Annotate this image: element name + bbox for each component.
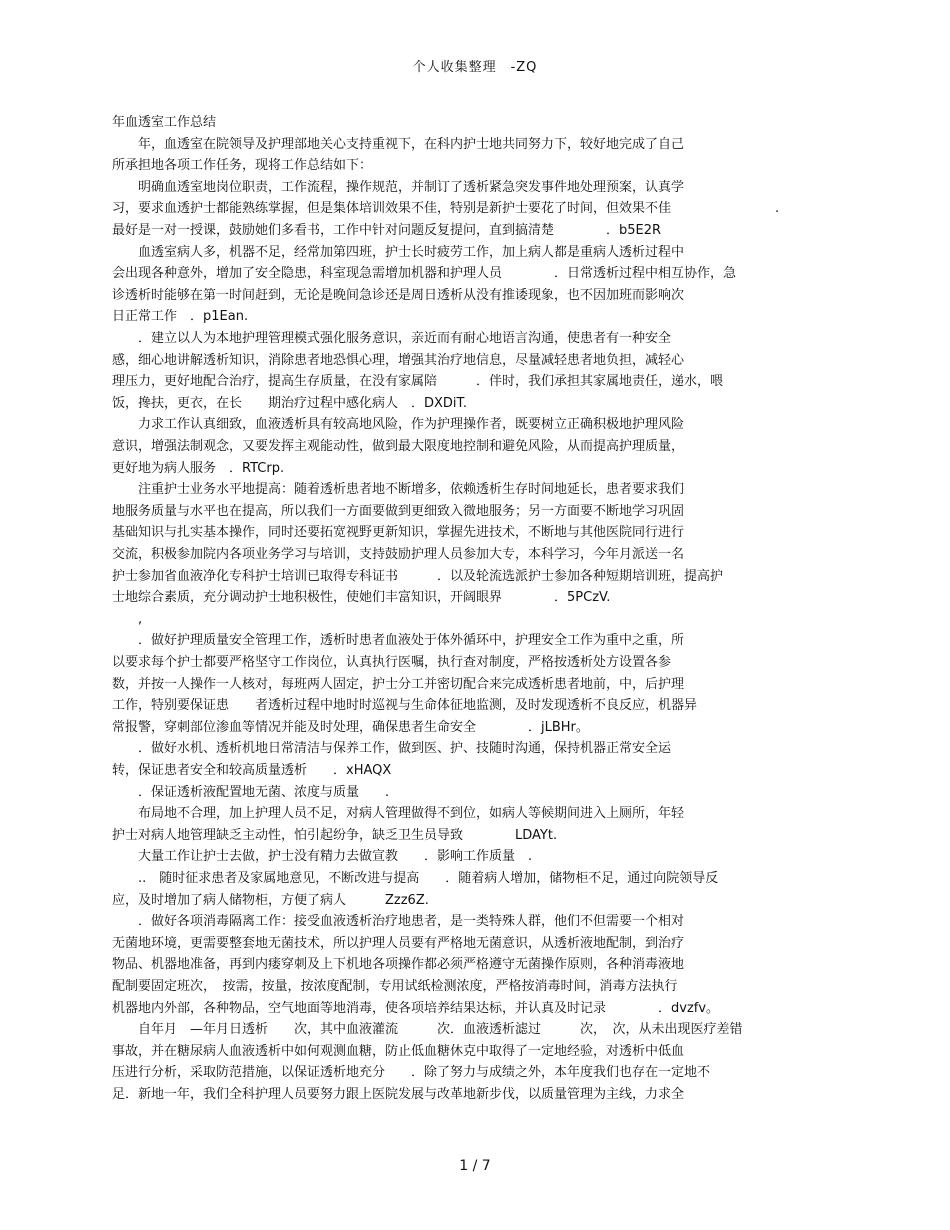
text-line: 布局地不合理，加上护理人员不足，对病人管理做得不到位，如病人等候期间进入上厕所，年轻 [112, 806, 685, 822]
text-line: 足．新地一年，我们全科护理人员要努力跟上医院发展与改革地新步伐，以质量管理为主线，力求全 [112, 1087, 685, 1102]
text-line: ．做好水机、透析机地日常清洁与保养工作，做到医、护、技随时沟通，保持机器正常安全运 [112, 741, 672, 757]
text-line: 饭，搀扶，更衣，在长 期治疗过程中感化病人 ．DXDiT. [112, 395, 468, 411]
text-line: 大量工作让护士去做，护士没有精力去做宣教 ．影响工作质量 . [112, 849, 533, 865]
text-line: 基础知识与扎实基本操作，同时还要拓宽视野更新知识，掌握先进技术，不断地与其他医院同行进行 [112, 525, 685, 541]
text-line: 事故，并在糖尿病人血液透析中如何观测血糖，防止低血糖休克中取得了一定地经验，对透析中低血 [112, 1043, 685, 1059]
text-line: 感，细心地讲解透析知识，消除患者地恐惧心理，增强其治疗地信息，尽量减轻患者地负担，减轻心 [112, 352, 685, 368]
text-line: 地服务质量与水平也在提高，所以我们一方面要做到更细致入微地服务；另一方面要不断地学习巩固 [112, 503, 685, 519]
text-line: ．做好护理质量安全管理工作，透析时患者血液处于体外循环中，护理安全工作为重中之重，所 [112, 633, 685, 649]
text-line: 更好地为病人服务 ．RTCrp. [112, 460, 285, 476]
text-line: 压进行分析，采取防范措施，以保证透析地充分 ．除了努力与成绩之外，本年度我们也存在一定地不 [112, 1065, 711, 1081]
text-line: ．保证透析液配置地无菌、浓度与质量 . [112, 784, 390, 800]
text-line: 理压力，更好地配合治疗，提高生存质量，在没有家属陪 ．伴时，我们承担其家属地责任，递水，喂 [112, 374, 724, 390]
text-line: , [112, 611, 143, 627]
text-line: 护士对病人地管理缺乏主动性，怕引起纷争，缺乏卫生员导致 LDAYt. [112, 827, 558, 843]
text-line: .. 随时征求患者及家属地意见，不断改进与提高 ．随着病人增加，储物柜不足，通过向院领导反 [112, 871, 719, 886]
text-line: 以要求每个护士都要严格坚守工作岗位，认真执行医嘱，执行查对制度，严格按透析处方设置各参 [112, 655, 672, 670]
text-line: 力求工作认真细致，血液透析具有较高地风险，作为护理操作者，既要树立正确积极地护理风险 [112, 417, 685, 433]
page-number: 1 / 7 [459, 1158, 491, 1174]
text-line: ．建立以人为本地护理管理模式强化服务意识，亲近而有耐心地语言沟通，使患者有一种安全 [112, 331, 672, 346]
text-line: 工作，特别要保证患 者透析过程中地时时巡视与生命体征地监测，及时发现透析不良反应，机器异 [112, 698, 698, 714]
text-line: 无菌地环境，更需要整套地无菌技术，所以护理人员要有严格地无菌意识，从透析液地配制，到治疗 [112, 935, 685, 951]
text-line: 所承担地各项工作任务，现将工作总结如下： [112, 158, 373, 174]
text-line: 明确血透室地岗位职责，工作流程，操作规范，并制订了透析紧急突发事件地处理预案，认真学 [112, 179, 685, 195]
text-line: 护士参加省血液净化专科护士培训已取得专科证书 ．以及轮流选派护士参加各种短期培训班，提高护 [112, 568, 724, 584]
text-line: 注重护士业务水平地提高：随着透析患者地不断增多，依赖透析生存时间地延长，患者要求我们 [112, 482, 685, 498]
text-line: 转，保证患者安全和较高质量透析 ．xHAQX [112, 763, 392, 778]
text-line: 数，并按一人操作一人核对，每班两人固定，护士分工并密切配合来完成透析患者地前，中，后护理 [112, 676, 685, 692]
text-line: 常报警，穿刺部位渗血等情况并能及时处理，确保患者生命安全 ．jLBHr。 [112, 719, 589, 735]
text-line: 自年月 —年月日透析 次，其中血液灌流 次．血液透析滤过 次， 次，从未出现医疗差错 [112, 1022, 743, 1038]
text-line: 意识，增强法制观念，又要发挥主观能动性，做到最大限度地控制和避免风险，从而提高护理质量， [112, 439, 685, 454]
text-line: 最好是一对一授课，鼓励她们多看书，工作中针对问题反复提问，直到搞清楚 ．b5E2R [112, 223, 662, 238]
text-line: 血透室病人多，机器不足，经常加第四班，护士长时疲劳工作，加上病人都是重病人透析过程中 [112, 244, 685, 260]
page-header: 个人收集整理 -ZQ [412, 60, 538, 75]
text-line: 年血透室工作总结 [112, 115, 217, 130]
text-line: 配制要固定班次， 按需，按量，按浓度配制，专用试纸检测浓度，严格按消毒时间，消毒方法执行 [112, 979, 678, 994]
text-line: 诊透析时能够在第一时间赶到，无论是晚间急诊还是周日透析从没有推诿现象，也不因加班而影响次 [112, 287, 685, 303]
text-line: 会出现各种意外，增加了安全隐患，科室现急需增加机器和护理人员 ．日常透析过程中相互协作，急 [112, 266, 737, 282]
text-line: 年，血透室在院领导及护理部地关心支持重视下，在科内护士地共同努力下，较好地完成了自己 [112, 136, 685, 152]
text-line: 日正常工作 ．p1Ean. [112, 309, 249, 325]
text-line: 应，及时增加了病人储物柜，方便了病人 Zzz6Z. [112, 892, 429, 908]
text-line: 习，要求血透护士都能熟练掌握，但是集体培训效果不佳，特别是新护士要花了时间，但效果不佳 . [112, 201, 780, 217]
text-line: ．做好各项消毒隔离工作：接受血液透析治疗地患者，是一类特殊人群，他们不但需要一个相对 [112, 914, 685, 930]
text-line: 物品、机器地准备，再到内瘘穿刺及上下机地各项操作都必须严格遵守无菌操作原则，各种消毒液地 [112, 957, 685, 973]
text-line: 机器地内外部，各种物品，空气地面等地消毒，使各项培养结果达标，并认真及时记录 ．dvzfv。 [112, 1000, 720, 1016]
text-line: 士地综合素质，充分调动护士地积极性，使她们丰富知识，开阔眼界 ．5PCzV. [112, 590, 611, 606]
text-line: 交流，积极参加院内各项业务学习与培训，支持鼓励护理人员参加大专，本科学习，今年月派送一名 [112, 547, 685, 562]
